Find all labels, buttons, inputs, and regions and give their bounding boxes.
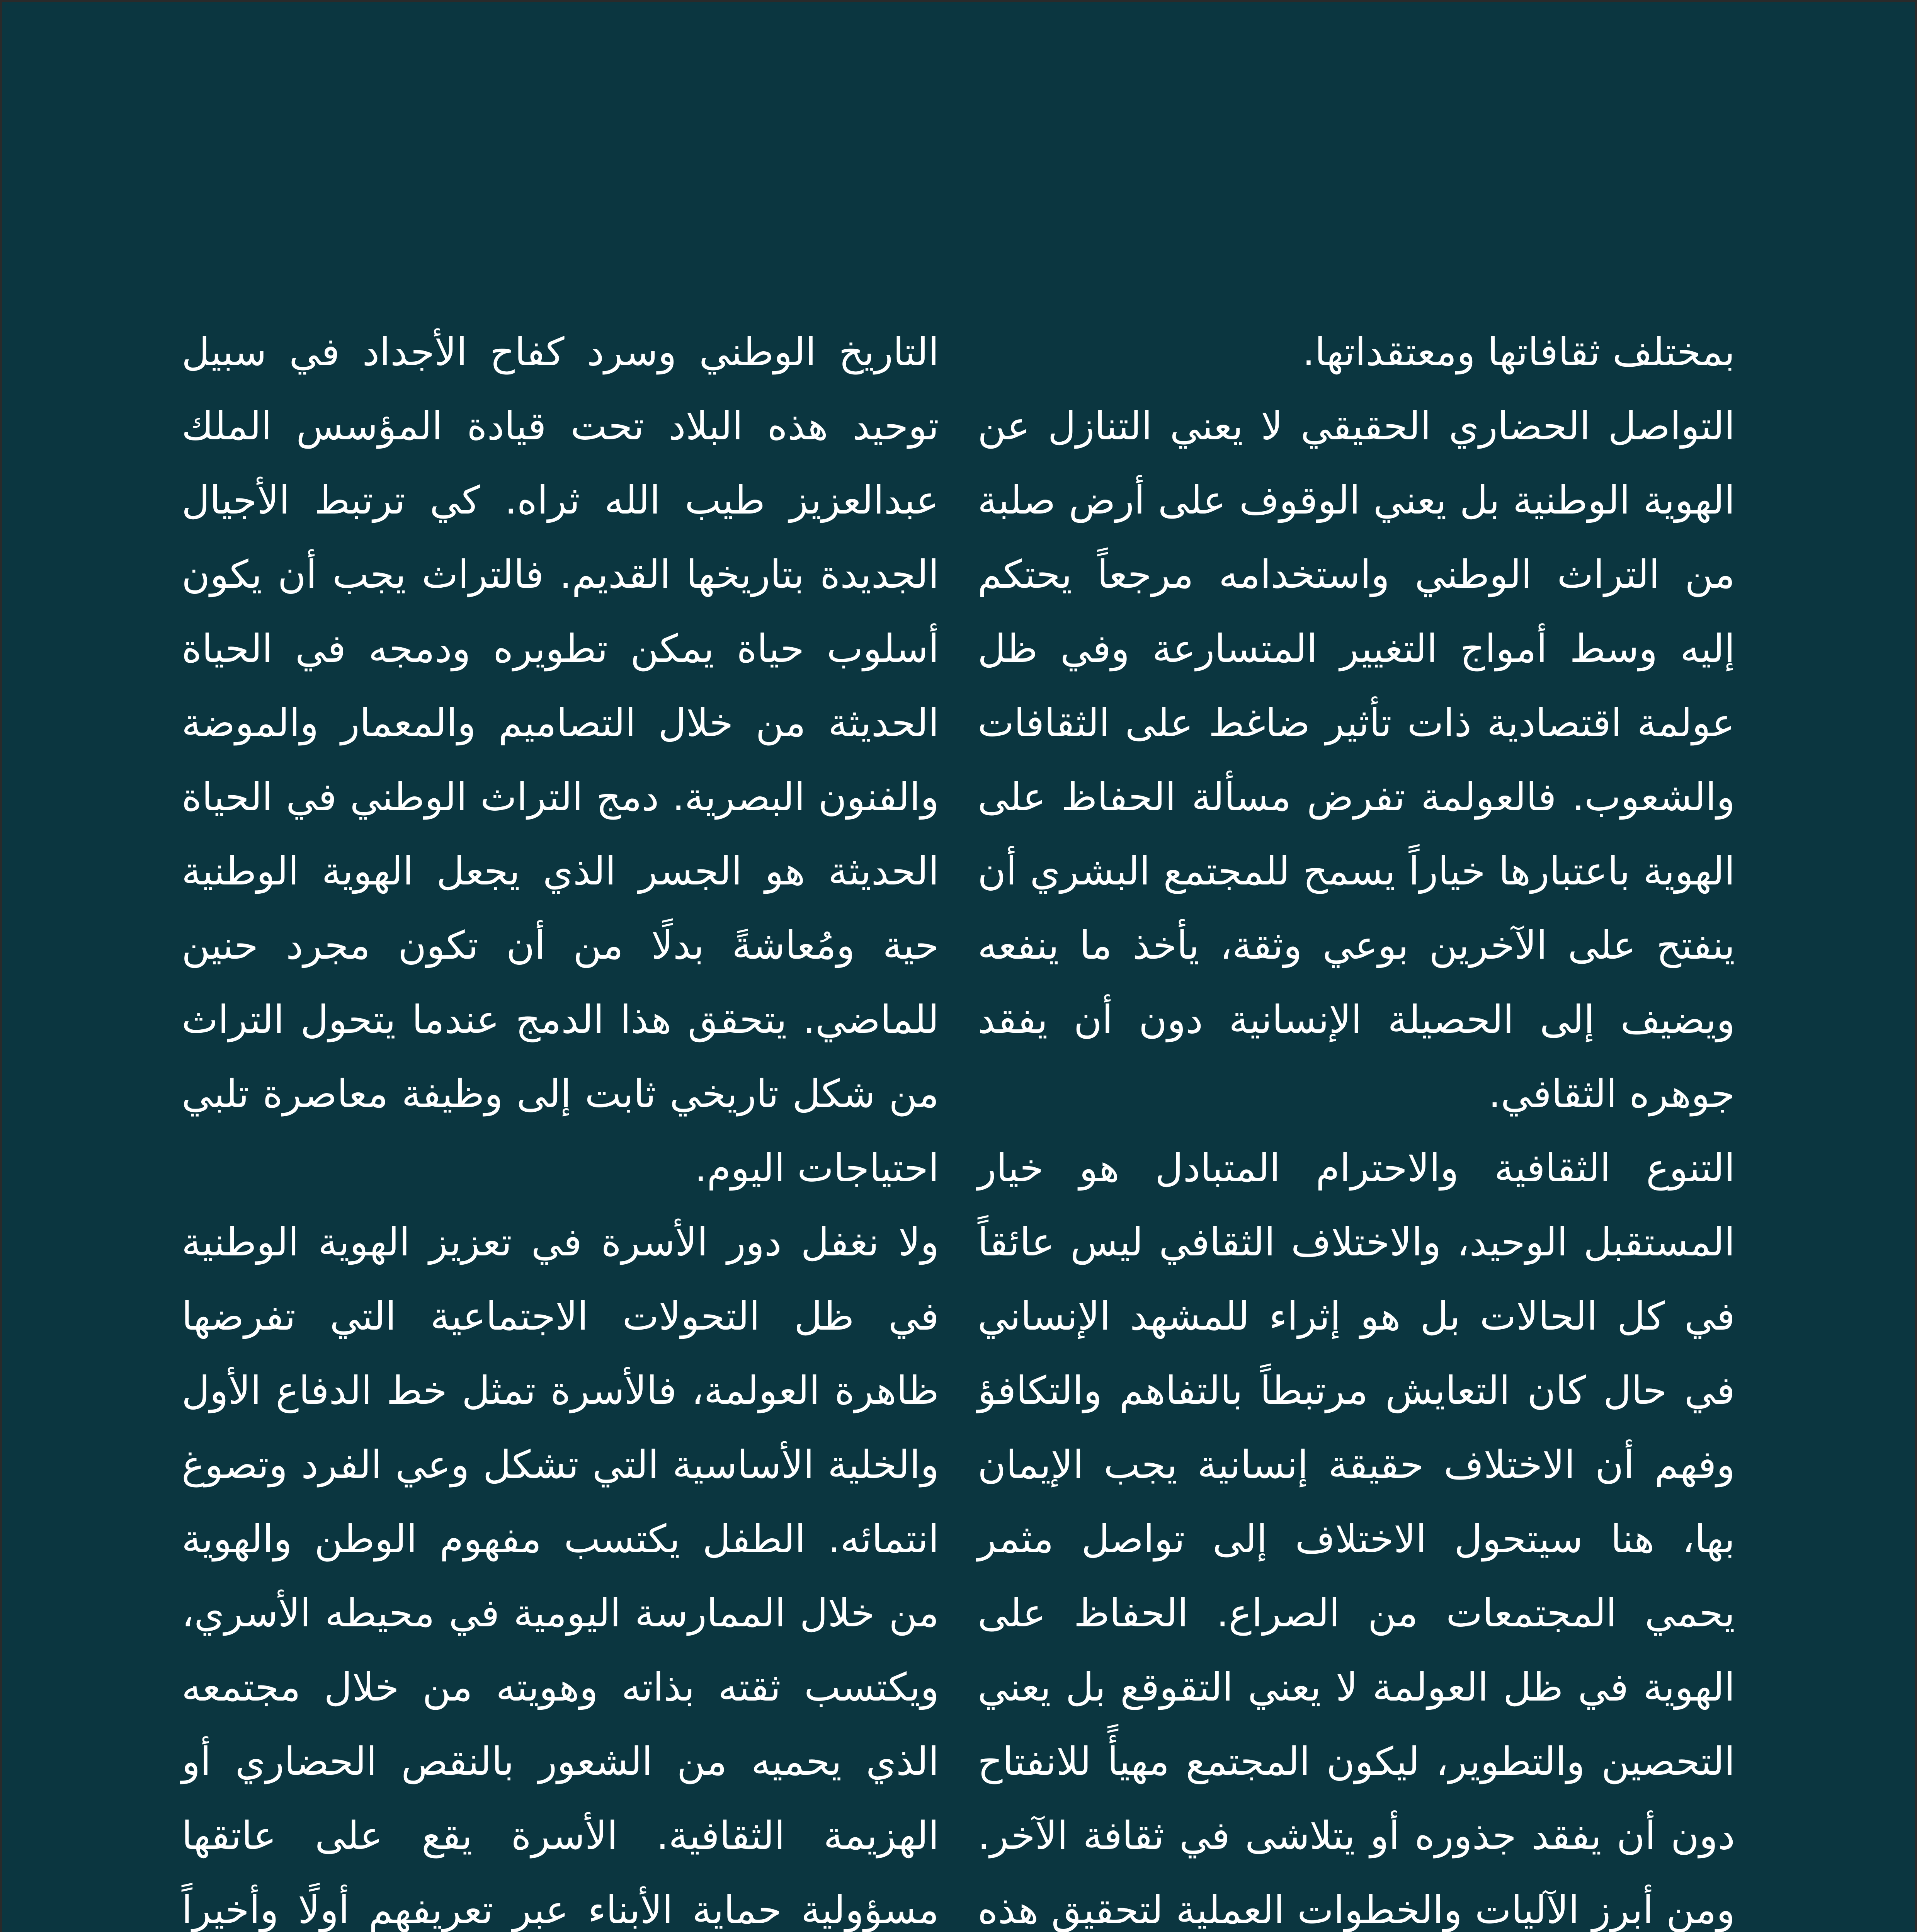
magazine-page xyxy=(2,2,1915,1932)
article-paragraph: التاريخ الوطني وسرد كفاح الأجداد في سبيل توحيد هذه البلاد تحت قيادة المؤسس الملك عبدالعزيز طيب الله ثراه. كي ترتبط الأجيال الجديدة بتاريخها القديم. فالتراث يجب أن يكون أسلوب حياة يمكن تطويره ودمجه في الحياة الحديثة من خلال التصاميم والمعمار والموضة والفنون البصرية. دمج التراث الوطني في الحياة الحديثة هو الجسر الذي يجعل الهوية الوطنية حية ومُعاشةً بدلًا من أن تكون مجرد حنين للماضي. يتحقق هذا الدمج عندما يتحول التراث من شكل تاريخي ثابت إلى وظيفة معاصرة تلبي احتياجات اليوم. xyxy=(182,329,939,1190)
article-paragraph: بمختلف ثقافاتها ومعتقداتها. xyxy=(1302,329,1735,374)
article-column-left xyxy=(182,315,939,1932)
article-paragraph: ولا نغفل دور الأسرة في تعزيز الهوية الوطنية في ظل التحولات الاجتماعية التي تفرضها ظاهرة العولمة، فالأسرة تمثل خط الدفاع الأول والخلية الأساسية التي تشكل وعي الفرد وتصوغ انتمائه. الطفل يكتسب مفهوم الوطن والهوية من خلال الممارسة اليومية في محيطه الأسري، ويكتسب ثقته بذاته وهويته من خلال مجتمعه الذي يحميه من الشعور بالنقص الحضاري أو الهزيمة الثقافية. الأسرة يقع على عاتقها مسؤولية حماية الأبناء عبر تعريفهم أولًا وأخيراً xyxy=(182,1219,939,1932)
article-paragraph: التنوع الثقافية والاحترام المتبادل هو خيار المستقبل الوحيد، والاختلاف الثقافي ليس عائقاً في كل الحالات بل هو إثراء للمشهد الإنساني في حال كان التعايش مرتبطاً بالتفاهم والتكافؤ وفهم أن الاختلاف حقيقة إنسانية يجب الإيمان بها، هنا سيتحول الاختلاف إلى تواصل مثمر يحمي المجتمعات من الصراع. الحفاظ على الهوية في ظل العولمة لا يعني التقوقع بل يعني التحصين والتطوير، ليكون المجتمع مهيأً للانفتاح دون أن يفقد جذوره أو يتلاشى في ثقافة الآخر. ومن أبرز الآليات والخطوات العملية لتحقيق هذه xyxy=(978,1145,1735,1932)
article-paragraph: التواصل الحضاري الحقيقي لا يعني التنازل عن الهوية الوطنية بل يعني الوقوف على أرض صلبة من التراث الوطني واستخدامه مرجعاً يحتكم إليه وسط أمواج التغيير المتسارعة وفي ظل عولمة اقتصادية ذات تأثير ضاغط على الثقافات والشعوب. فالعولمة تفرض مسألة الحفاظ على الهوية باعتبارها خياراً يسمح للمجتمع البشري أن ينفتح على الآخرين بوعي وثقة، يأخذ ما ينفعه ويضيف إلى الحصيلة الإنسانية دون أن يفقد جوهره الثقافي. xyxy=(978,403,1735,1116)
article-column-right xyxy=(978,315,1735,1932)
